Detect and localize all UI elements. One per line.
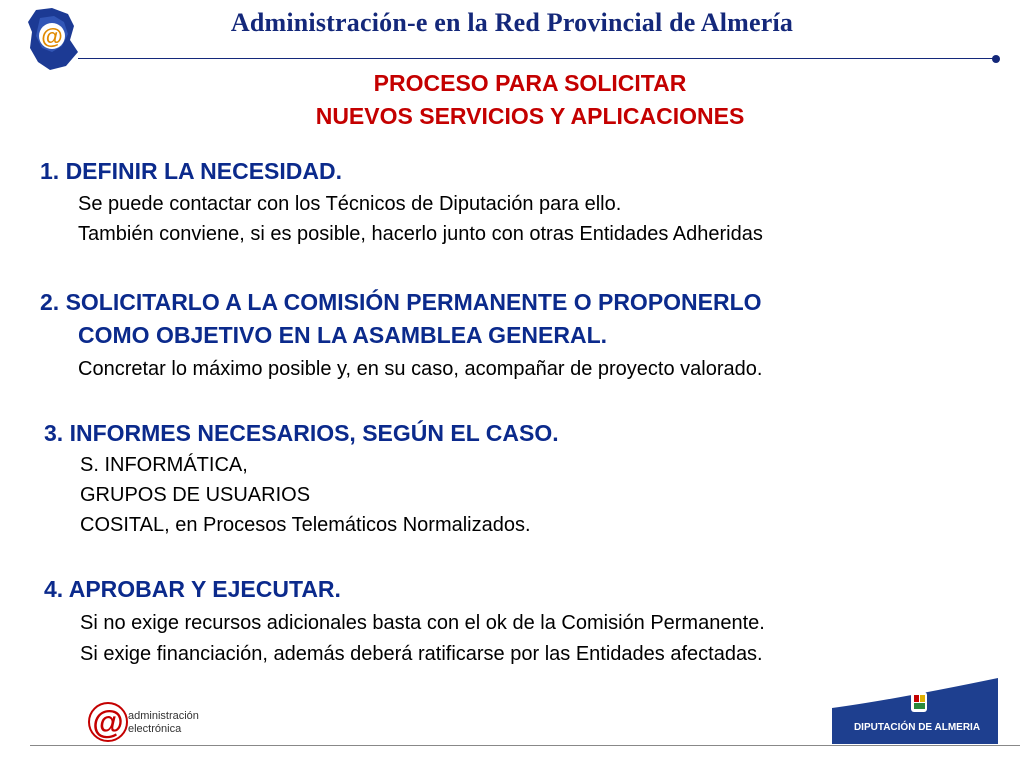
coat-of-arms-icon <box>911 692 927 712</box>
header-divider <box>78 58 998 59</box>
step-2-heading-line-1: 2. SOLICITARLO A LA COMISIÓN PERMANENTE O PROPONERLO <box>40 289 762 315</box>
step-4-line-2: Si exige financiación, además deberá ratificarse por las Entidades afectadas. <box>80 643 763 665</box>
step-3-heading: 3. INFORMES NECESARIOS, SEGÚN EL CASO. <box>44 420 559 446</box>
step-4-line-1: Si no exige recursos adicionales basta con el ok de la Comisión Permanente. <box>80 612 765 634</box>
step-3-line-3: COSITAL, en Procesos Telemáticos Normalizados. <box>80 514 531 536</box>
step-2-heading-line-2: COMO OBJETIVO EN LA ASAMBLEA GENERAL. <box>78 322 608 348</box>
step-3-line-2: GRUPOS DE USUARIOS <box>80 484 311 506</box>
svg-text:@: @ <box>92 704 124 740</box>
footer-logo-text-line-1: administración <box>128 710 199 722</box>
slide-title-line-2: NUEVOS SERVICIOS Y APLICACIONES <box>315 103 745 129</box>
step-1-line-2: También conviene, si es posible, hacerlo junto con otras Entidades Adheridas <box>78 223 763 245</box>
step-3-line-1: S. INFORMÁTICA, <box>80 454 248 476</box>
at-sign-logo-icon <box>89 703 127 741</box>
step-2-line-1: Concretar lo máximo posible y, en su caso, acompañar de proyecto valorado. <box>78 358 763 380</box>
slide-title-line-1: PROCESO PARA SOLICITAR <box>373 70 687 96</box>
step-1-heading: 1. DEFINIR LA NECESIDAD. <box>40 158 343 184</box>
page-header-title: Administración-e en la Red Provincial de Almería <box>230 8 794 37</box>
step-4-heading: 4. APROBAR Y EJECUTAR. <box>44 576 341 602</box>
footer-divider <box>30 745 1020 746</box>
step-1-line-1: Se puede contactar con los Técnicos de Diputación para ello. <box>78 193 622 215</box>
diputacion-almeria-panel <box>832 678 998 744</box>
footer-logo-text-line-2: electrónica <box>128 723 182 735</box>
header-divider-dot <box>992 55 1000 63</box>
diputacion-almeria-label: DIPUTACIÓN DE ALMERIA <box>853 722 981 733</box>
svg-text:@: @ <box>41 24 63 49</box>
